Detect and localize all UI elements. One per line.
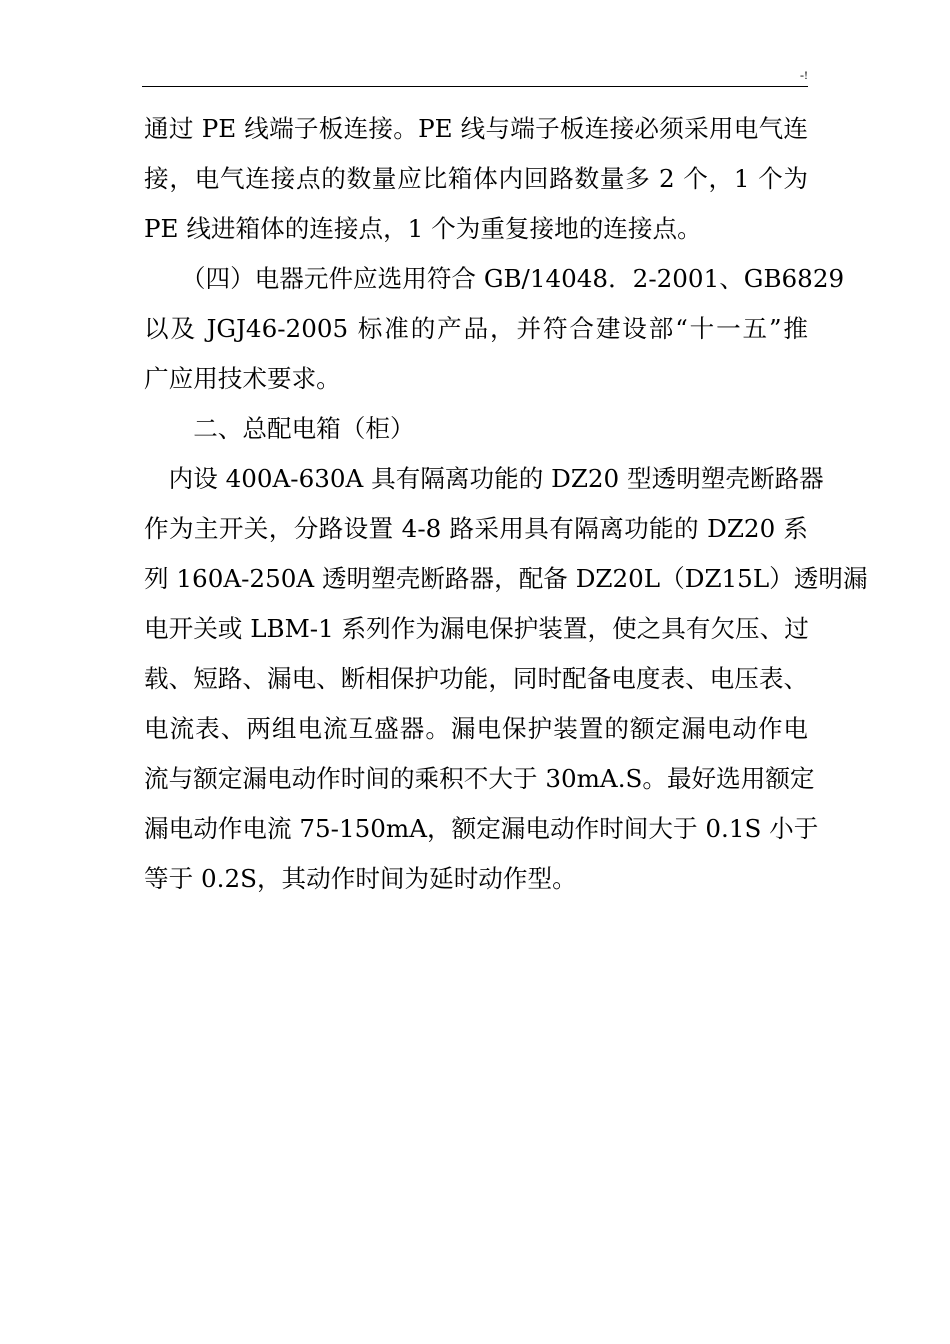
page-mark: -! <box>800 68 808 82</box>
text-line: 接，电气连接点的数量应比箱体内回路数量多 2 个，1 个为 <box>144 164 808 193</box>
text-line: 内设 400A-630A 具有隔离功能的 DZ20 型透明塑壳断路器 <box>144 464 824 493</box>
text-line: 漏电动作电流 75-150mA，额定漏电动作时间大于 0.1S 小于 <box>144 814 819 843</box>
text-line: 以及 JGJ46-2005 标准的产品，并符合建设部“十一五”推 <box>144 314 808 343</box>
text-line: 通过 PE 线端子板连接。PE 线与端子板连接必须采用电气连 <box>144 114 808 143</box>
text-line: （四）电器元件应选用符合 GB/14048．2-2001、GB6829 <box>144 264 845 293</box>
text-line: 列 160A-250A 透明塑壳断路器，配备 DZ20L（DZ15L）透明漏 <box>144 564 868 593</box>
header-rule <box>142 86 808 87</box>
text-line: PE 线进箱体的连接点，1 个为重复接地的连接点。 <box>144 214 702 243</box>
document-body <box>144 104 868 904</box>
text-line: 作为主开关，分路设置 4-8 路采用具有隔离功能的 DZ20 系 <box>144 514 808 543</box>
text-line: 载、短路、漏电、断相保护功能，同时配备电度表、电压表、 <box>144 664 809 693</box>
text-line: 等于 0.2S，其动作时间为延时动作型。 <box>144 864 577 893</box>
section-heading: 二、总配电箱（柜） <box>144 414 415 443</box>
text-line: 流与额定漏电动作时间的乘积不大于 30mA.S。最好选用额定 <box>144 764 815 793</box>
text-line: 电流表、两组电流互盛器。漏电保护装置的额定漏电动作电 <box>144 714 808 743</box>
text-line: 电开关或 LBM-1 系列作为漏电保护装置，使之具有欠压、过 <box>144 614 809 643</box>
text-line: 广应用技术要求。 <box>144 364 341 393</box>
